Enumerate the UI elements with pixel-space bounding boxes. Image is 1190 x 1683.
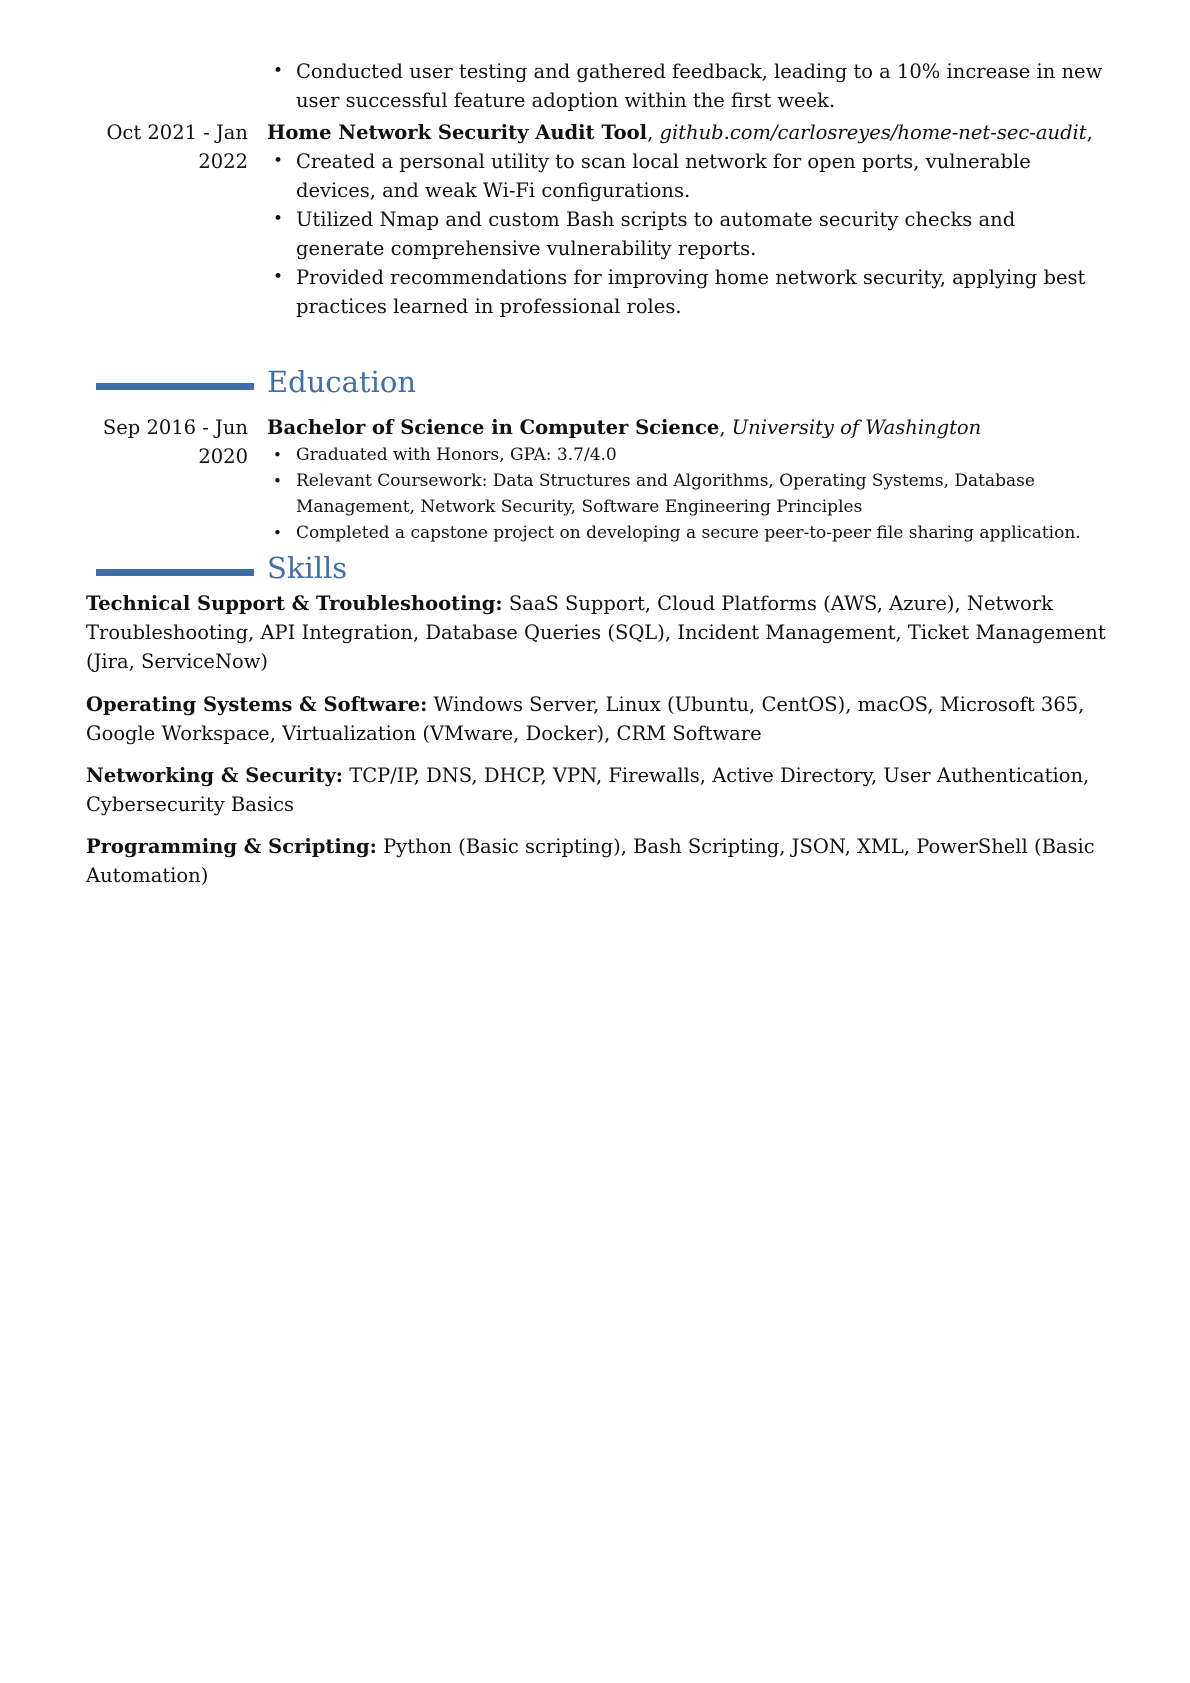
education-body bbox=[267, 413, 1107, 546]
school: University of Washington bbox=[731, 416, 982, 439]
project-link[interactable]: github.com/carlosreyes/home-net-sec-audit bbox=[659, 121, 1087, 144]
skill-label: Programming & Scripting: bbox=[86, 835, 377, 858]
skill-items: SaaS Support, Cloud Platforms (AWS, Azure), Network Troubleshooting, API Integration, Database Queries (SQL), Incident Management, Ticket Management (Jira, ServiceNow) bbox=[86, 592, 1106, 673]
section-title: Skills bbox=[267, 551, 348, 585]
degree: Bachelor of Science in Computer Science bbox=[267, 416, 720, 439]
project-body bbox=[267, 118, 1107, 321]
skill-group bbox=[86, 589, 1116, 676]
project-body bbox=[267, 57, 1107, 115]
section-title: Education bbox=[267, 365, 417, 399]
education-bullets bbox=[267, 442, 1107, 546]
project-heading: Home Network Security Audit Tool, github.com/carlosreyes/home-net-sec-audit, bbox=[267, 121, 1093, 144]
skill-items: Python (Basic scripting), Bash Scripting, JSON, XML, PowerShell (Basic Automation) bbox=[86, 835, 1095, 887]
skill-items: Windows Server, Linux (Ubuntu, CentOS), macOS, Microsoft 365, Google Workspace, Virtualization (VMware, Docker), CRM Software bbox=[86, 693, 1085, 745]
education-date: Sep 2016 - Jun 2020 bbox=[102, 416, 248, 468]
education-heading: Bachelor of Science in Computer Science, University of Washington bbox=[267, 416, 982, 439]
skill-group bbox=[86, 761, 1116, 819]
skill-items: TCP/IP, DNS, DHCP, VPN, Firewalls, Active Directory, User Authentication, Cybersecurity Basics bbox=[86, 764, 1090, 816]
section-accent-bar bbox=[96, 569, 254, 576]
bullet-item: • Graduated with Honors, GPA: 3.7/4.0 bbox=[267, 442, 1107, 468]
bullet-item: • Utilized Nmap and custom Bash scripts to automate security checks and generate comprehensive vulnerability reports. bbox=[267, 205, 1107, 263]
skill-group bbox=[86, 690, 1116, 748]
skill-group bbox=[86, 832, 1116, 890]
project-title: Home Network Security Audit Tool bbox=[267, 121, 648, 144]
project-date: Oct 2021 - Jan 2022 bbox=[106, 121, 248, 173]
skill-label: Networking & Security: bbox=[86, 764, 343, 787]
project-bullets bbox=[267, 147, 1107, 321]
skill-label: Operating Systems & Software: bbox=[86, 693, 428, 716]
section-accent-bar bbox=[96, 383, 254, 390]
project-bullets bbox=[267, 57, 1107, 115]
bullet-item: • Conducted user testing and gathered feedback, leading to a 10% increase in new user successful feature adoption within the first week. bbox=[267, 57, 1107, 115]
bullet-item: • Completed a capstone project on developing a secure peer-to-peer file sharing application. bbox=[267, 520, 1107, 546]
bullet-item: • Provided recommendations for improving home network security, applying best practices learned in professional roles. bbox=[267, 263, 1107, 321]
bullet-item: • Created a personal utility to scan local network for open ports, vulnerable devices, and weak Wi-Fi configurations. bbox=[267, 147, 1107, 205]
skill-label: Technical Support & Troubleshooting: bbox=[86, 592, 503, 615]
bullet-item: • Relevant Coursework: Data Structures and Algorithms, Operating Systems, Database Management, Network Security, Software Engineering Principles bbox=[267, 468, 1107, 520]
